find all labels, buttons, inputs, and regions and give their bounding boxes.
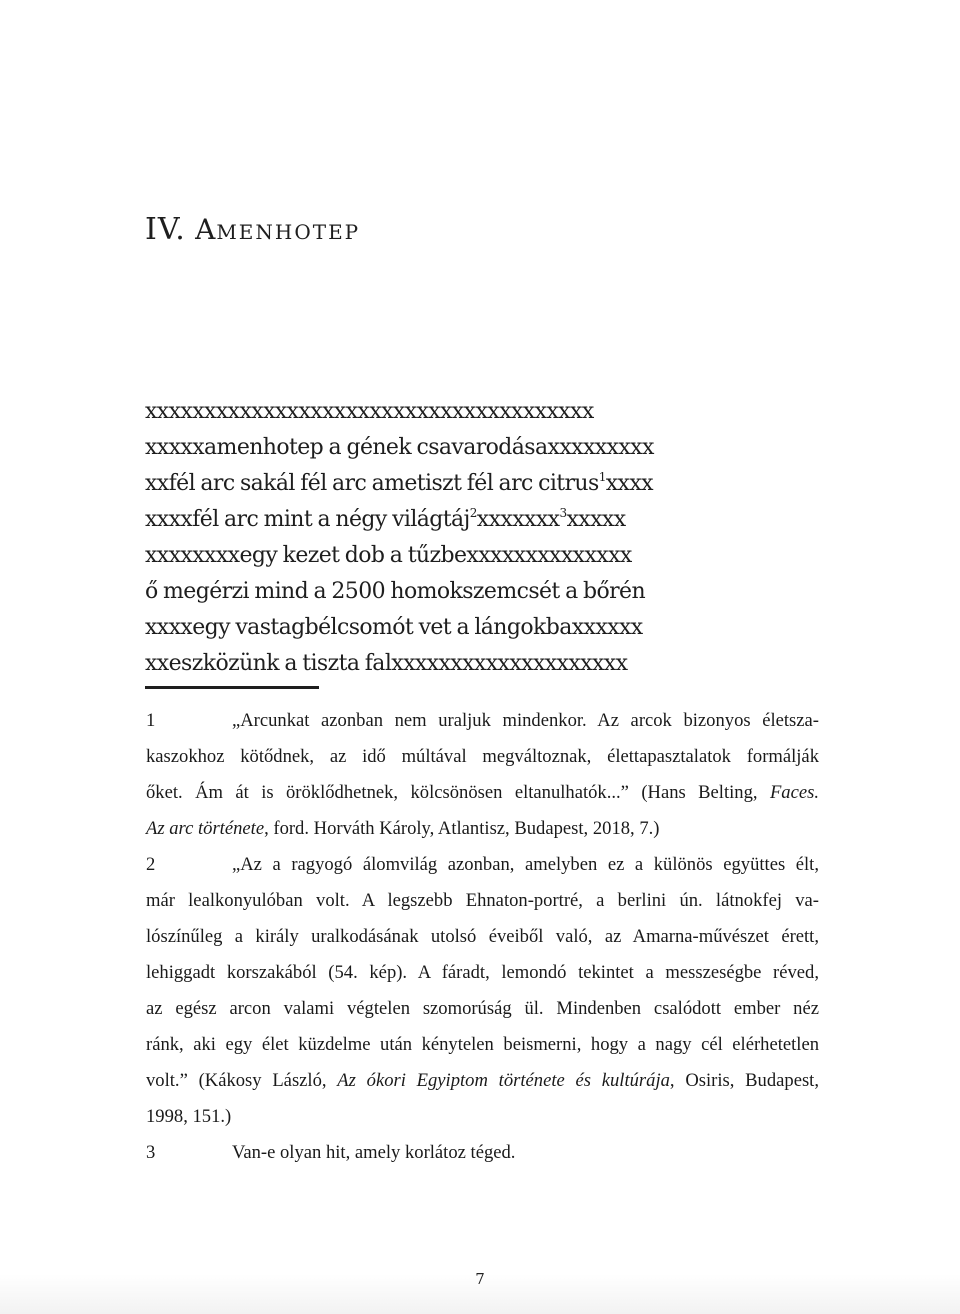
- poem-line: xxxxxamenhotep a gének csavarodásaxxxxxxxxx: [145, 435, 654, 460]
- footnote-text: „Arcunkat azonban nem uraljuk mindenkor. Az arcok bizonyos életsza-: [232, 710, 819, 731]
- footnote-number: 1: [146, 710, 156, 731]
- footnote-line: [146, 1063, 819, 1099]
- footnote-ref-3[interactable]: 3: [559, 506, 567, 520]
- footnote-line: lehiggadt korszakából (54. kép). A fáradt, lemondó tekintet a messzeségbe réved,: [146, 962, 819, 983]
- poem-line: [145, 466, 654, 502]
- footnote-book-title: Az ókori Egyiptom története és kultúrája: [337, 1070, 670, 1091]
- footnote-book-title: Faces.: [769, 782, 819, 803]
- footnote-text: , Osiris, Budapest,: [669, 1070, 819, 1091]
- footnote-book-title: Az arc története: [146, 818, 265, 839]
- chapter-title-rest: MENHOTEP: [216, 220, 361, 244]
- footnote-ref-1[interactable]: 1: [598, 470, 606, 484]
- footnotes: [146, 703, 819, 1171]
- footnote-line: [146, 847, 819, 883]
- footnote-text: , ford. Horváth Károly, Atlantisz, Budapest, 2018, 7.): [264, 818, 660, 839]
- chapter-numeral: IV.: [145, 212, 186, 247]
- poem-line: ő megérzi mind a 2500 homokszemcsét a bőrén: [145, 579, 646, 604]
- footnote-text: őket. Ám át is öröklődhetnek, kölcsönösen eltanulhatók...” (Hans Belting,: [146, 782, 770, 803]
- footnote-line: lószínűleg a király uralkodásának utolsó éveiből való, az Amarna-művészet érett,: [146, 926, 819, 947]
- footnote-text: volt.” (Kákosy László,: [146, 1070, 338, 1091]
- poem-line-text: xxfél arc sakál fél arc ametiszt fél arc citrus: [145, 471, 599, 496]
- poem-line-text: xxxxxxx: [476, 507, 560, 532]
- poem-line: xxxxxxxxegy kezet dob a tűzbexxxxxxxxxxxxxx: [145, 543, 632, 568]
- footnote-text: Van-e olyan hit, amely korlátoz téged.: [232, 1142, 516, 1163]
- footnote-text: „Az a ragyogó álomvilág azonban, amelyben ez a különös együttes élt,: [232, 854, 819, 875]
- poem-line: [145, 502, 654, 538]
- poem-line: xxxxxxxxxxxxxxxxxxxxxxxxxxxxxxxxxxxxxx: [145, 399, 594, 424]
- footnote-1: [146, 703, 819, 847]
- footnote-line: már lealkonyulóban volt. A legszebb Ehnaton-portré, a berlini ún. látnokfej va-: [146, 890, 819, 911]
- poem-line-text: xxxxfél arc mint a négy világtáj: [145, 507, 470, 532]
- footnote-line: [146, 703, 819, 739]
- poem-line-text: xxxxx: [566, 507, 626, 532]
- footnote-line: 1998, 151.): [146, 1106, 232, 1127]
- page-number: 7: [475, 1270, 485, 1288]
- footnote-line: ránk, aki egy élet küzdelme után kénytelen beismerni, hogy a nagy cél elérhetetlen: [146, 1034, 819, 1055]
- footnote-number: 3: [146, 1142, 156, 1163]
- footnote-line: [146, 811, 819, 847]
- footnote-ref-2[interactable]: 2: [469, 506, 477, 520]
- footnote-line: [146, 775, 819, 811]
- poem: [145, 394, 654, 682]
- poem-line-text: xxxx: [605, 471, 653, 496]
- footnote-2: [146, 847, 819, 1135]
- poem-line: xxxxegy vastagbélcsomót vet a lángokbaxxxxxx: [145, 615, 643, 640]
- footnote-number: 2: [146, 854, 156, 875]
- poem-line: xxeszközünk a tiszta falxxxxxxxxxxxxxxxxxxxx: [145, 651, 628, 676]
- footnote-line: [146, 1135, 819, 1171]
- footnote-separator: [145, 686, 319, 689]
- footnote-line: az egész arcon valami végtelen szomorúság ül. Mindenben csalódott ember néz: [146, 998, 819, 1019]
- chapter-title-initial: A: [195, 213, 217, 246]
- footnote-line: kaszokhoz kötődnek, az idő múltával megváltoznak, élettapasztalatok formálják: [146, 746, 819, 767]
- chapter-title: [145, 212, 360, 247]
- footnote-3: [146, 1135, 819, 1171]
